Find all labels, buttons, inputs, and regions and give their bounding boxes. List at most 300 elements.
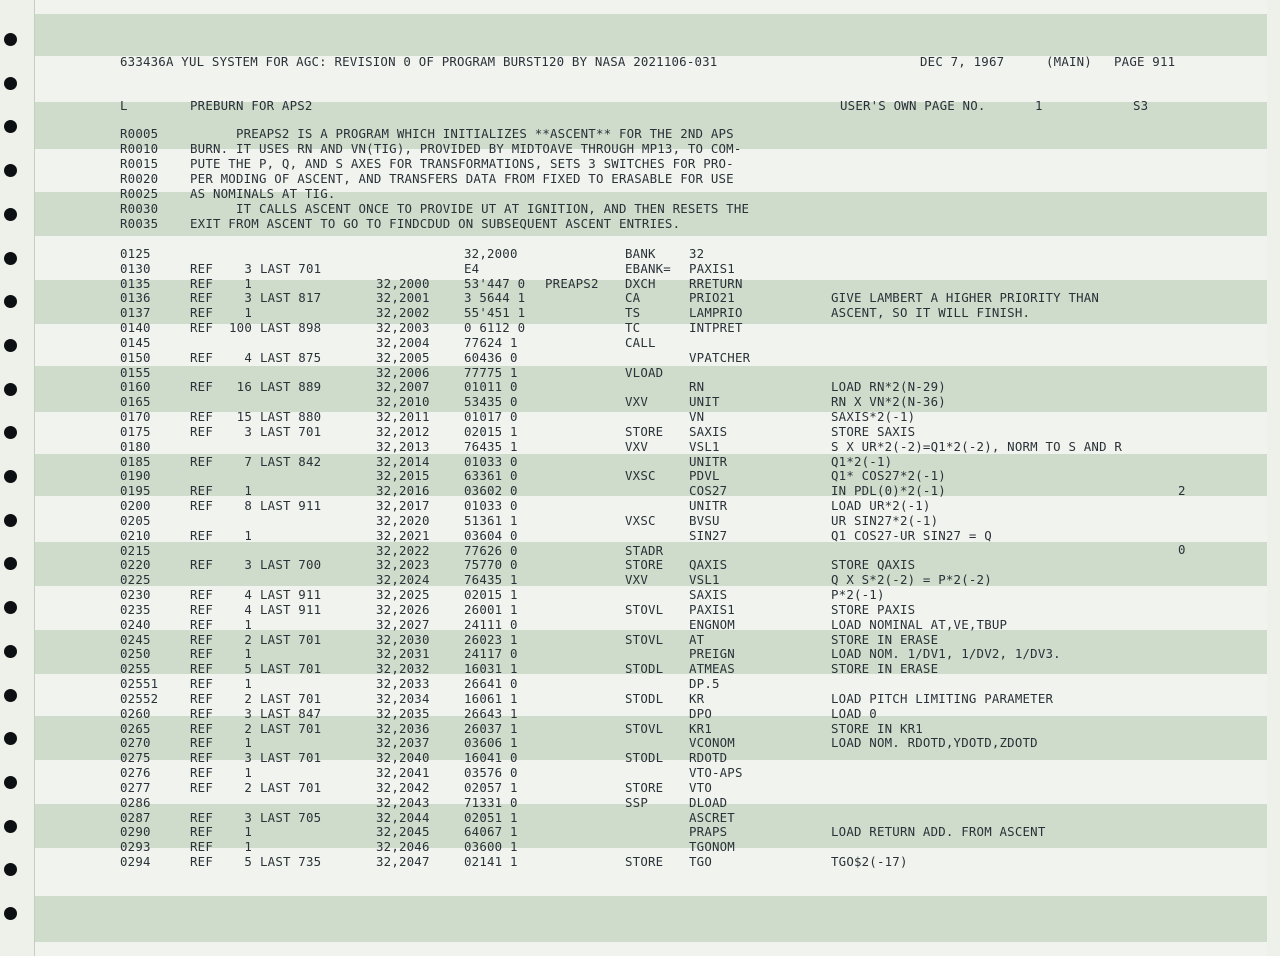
sprocket-hole bbox=[4, 907, 17, 920]
ref-count: 4 bbox=[244, 601, 252, 617]
ref-count: 3 bbox=[244, 750, 252, 766]
ref-count: 1 bbox=[244, 676, 252, 692]
sprocket-hole bbox=[4, 732, 17, 745]
object-word: 16031 1 bbox=[464, 661, 518, 677]
comment: LOAD 0 bbox=[831, 705, 877, 721]
opcode: STORE bbox=[625, 779, 664, 795]
address-field: UNITR bbox=[689, 498, 728, 514]
location: 32,2033 bbox=[376, 676, 430, 692]
object-word: 03604 0 bbox=[464, 527, 518, 543]
location: 32,2013 bbox=[376, 438, 430, 454]
line-number: 0137 bbox=[120, 305, 151, 321]
object-word: 24117 0 bbox=[464, 646, 518, 662]
line-number: 0220 bbox=[120, 557, 151, 573]
remark-id: R0030 bbox=[120, 201, 159, 216]
address-field: SAXIS bbox=[689, 587, 728, 603]
object-word: 0 6112 0 bbox=[464, 320, 526, 336]
line-number: 0265 bbox=[120, 720, 151, 736]
location: 32,2015 bbox=[376, 468, 430, 484]
symbol-label: PREAPS2 bbox=[545, 275, 599, 291]
code-row bbox=[34, 365, 1266, 380]
last-ref: LAST 847 bbox=[260, 705, 322, 721]
comment: IN PDL(0)*2(-1) bbox=[831, 483, 946, 499]
code-row bbox=[34, 750, 1266, 765]
ref-count: 1 bbox=[244, 305, 252, 321]
location: 32,2047 bbox=[376, 854, 430, 870]
ref-count: 1 bbox=[244, 616, 252, 632]
location: 32,2017 bbox=[376, 498, 430, 514]
opcode: VXSC bbox=[625, 512, 656, 528]
ref-flag: REF bbox=[190, 765, 213, 781]
sprocket-hole bbox=[4, 383, 17, 396]
line-number: 0260 bbox=[120, 705, 151, 721]
location: 32,2036 bbox=[376, 720, 430, 736]
location: 32,2026 bbox=[376, 601, 430, 617]
location: 32,2021 bbox=[376, 527, 430, 543]
code-row bbox=[34, 290, 1266, 305]
ref-count: 1 bbox=[244, 483, 252, 499]
ref-flag: REF bbox=[190, 690, 213, 706]
object-word: 26037 1 bbox=[464, 720, 518, 736]
code-row bbox=[34, 394, 1266, 409]
remark-text: PREAPS2 IS A PROGRAM WHICH INITIALIZES **ASCENT** FOR THE 2ND APS bbox=[190, 126, 734, 141]
opcode: CA bbox=[625, 290, 641, 306]
ref-count: 100 bbox=[229, 320, 252, 336]
line-number: 0230 bbox=[120, 587, 151, 603]
address-field: RN bbox=[689, 379, 705, 395]
code-row bbox=[34, 261, 1266, 276]
object-word: 26023 1 bbox=[464, 631, 518, 647]
opcode: STADR bbox=[625, 542, 664, 558]
comment: STORE SAXIS bbox=[831, 423, 916, 439]
remark-id: R0035 bbox=[120, 216, 159, 231]
line-number: 0145 bbox=[120, 334, 151, 350]
address-field: 32 bbox=[689, 246, 705, 261]
ref-flag: REF bbox=[190, 305, 213, 321]
ref-flag: REF bbox=[190, 349, 213, 365]
page-number: PAGE 911 bbox=[1114, 54, 1176, 69]
comment: LOAD PITCH LIMITING PARAMETER bbox=[831, 690, 1054, 706]
line-number: 0210 bbox=[120, 527, 151, 543]
address-field: ATMEAS bbox=[689, 661, 735, 677]
line-number: 0155 bbox=[120, 364, 151, 380]
ref-flag: REF bbox=[190, 498, 213, 514]
code-row bbox=[34, 276, 1266, 291]
line-number: 0195 bbox=[120, 483, 151, 499]
code-row bbox=[34, 424, 1266, 439]
ref-count: 2 bbox=[244, 631, 252, 647]
location: 32,2000 bbox=[376, 275, 430, 291]
location: 32,2002 bbox=[376, 305, 430, 321]
code-row bbox=[34, 691, 1266, 706]
ref-count: 1 bbox=[244, 735, 252, 751]
object-word: 01033 0 bbox=[464, 498, 518, 514]
ref-flag: REF bbox=[190, 676, 213, 692]
remark-text: AS NOMINALS AT TIG. bbox=[190, 186, 336, 201]
code-row bbox=[34, 780, 1266, 795]
remark-id: R0020 bbox=[120, 171, 159, 186]
line-number: 0190 bbox=[120, 468, 151, 484]
opcode: TS bbox=[625, 305, 641, 321]
comment: LOAD NOMINAL AT,VE,TBUP bbox=[831, 616, 1008, 632]
sprocket-hole bbox=[4, 164, 17, 177]
object-word: 16061 1 bbox=[464, 690, 518, 706]
line-number: 0250 bbox=[120, 646, 151, 662]
opcode: VXV bbox=[625, 572, 648, 588]
object-word: E4 bbox=[464, 260, 480, 276]
location: 32,2016 bbox=[376, 483, 430, 499]
line-number: 0175 bbox=[120, 423, 151, 439]
remark-id: R0015 bbox=[120, 156, 159, 171]
ref-count: 5 bbox=[244, 854, 252, 870]
comment: S X UR*2(-2)=Q1*2(-2), NORM TO S AND R bbox=[831, 438, 1123, 454]
line-number: 0277 bbox=[120, 779, 151, 795]
ref-flag: REF bbox=[190, 616, 213, 632]
comment: LOAD NOM. RDOTD,YDOTD,ZDOTD bbox=[831, 735, 1038, 751]
location: 32,2010 bbox=[376, 394, 430, 410]
last-ref: LAST 705 bbox=[260, 809, 322, 825]
code-row bbox=[34, 824, 1266, 839]
sprocket-hole bbox=[4, 339, 17, 352]
code-row bbox=[34, 379, 1266, 394]
object-word: 02141 1 bbox=[464, 854, 518, 870]
last-ref: LAST 701 bbox=[260, 720, 322, 736]
location: 32,2044 bbox=[376, 809, 430, 825]
location: 32,2012 bbox=[376, 423, 430, 439]
page-date: DEC 7, 1967 bbox=[920, 54, 1005, 69]
comment: LOAD RETURN ADD. FROM ASCENT bbox=[831, 824, 1046, 840]
code-row bbox=[34, 602, 1266, 617]
code-row bbox=[34, 528, 1266, 543]
comment: STORE IN ERASE bbox=[831, 631, 939, 647]
code-row bbox=[34, 706, 1266, 721]
last-ref: LAST 911 bbox=[260, 587, 322, 603]
sheet-code: S3 bbox=[1133, 98, 1149, 113]
ref-count: 3 bbox=[244, 557, 252, 573]
object-word: 64067 1 bbox=[464, 824, 518, 840]
ref-flag: REF bbox=[190, 275, 213, 291]
line-number: 0293 bbox=[120, 839, 151, 855]
sprocket-hole bbox=[4, 470, 17, 483]
sprocket-hole bbox=[4, 557, 17, 570]
location: 32,2037 bbox=[376, 735, 430, 751]
last-ref: LAST 889 bbox=[260, 379, 322, 395]
remark-id: R0010 bbox=[120, 141, 159, 156]
address-field: COS27 bbox=[689, 483, 728, 499]
comment: P*2(-1) bbox=[831, 587, 885, 603]
sprocket-hole bbox=[4, 645, 17, 658]
code-row bbox=[34, 721, 1266, 736]
ref-count: 1 bbox=[244, 527, 252, 543]
line-number: 0130 bbox=[120, 260, 151, 276]
location: 32,2022 bbox=[376, 542, 430, 558]
code-row bbox=[34, 617, 1266, 632]
code-row bbox=[34, 513, 1266, 528]
assembly-listing bbox=[34, 0, 1266, 956]
ref-count: 4 bbox=[244, 587, 252, 603]
last-ref: LAST 700 bbox=[260, 557, 322, 573]
location: 32,2024 bbox=[376, 572, 430, 588]
address-field: UNIT bbox=[689, 394, 720, 410]
object-word: 01017 0 bbox=[464, 409, 518, 425]
ref-flag: REF bbox=[190, 750, 213, 766]
ref-count: 3 bbox=[244, 290, 252, 306]
location: 32,2014 bbox=[376, 453, 430, 469]
line-number: 0255 bbox=[120, 661, 151, 677]
object-word: 60436 0 bbox=[464, 349, 518, 365]
comment: Q1 COS27-UR SIN27 = Q bbox=[831, 527, 992, 543]
comment: STORE QAXIS bbox=[831, 557, 916, 573]
opcode: STODL bbox=[625, 661, 664, 677]
code-row bbox=[34, 454, 1266, 469]
opcode: TC bbox=[625, 320, 641, 336]
line-number: 0225 bbox=[120, 572, 151, 588]
ref-flag: REF bbox=[190, 779, 213, 795]
comment: LOAD UR*2(-1) bbox=[831, 498, 931, 514]
address-field: TGONOM bbox=[689, 839, 735, 855]
object-word: 3 5644 1 bbox=[464, 290, 526, 306]
code-row bbox=[34, 839, 1266, 854]
ref-count: 8 bbox=[244, 498, 252, 514]
line-number: 0160 bbox=[120, 379, 151, 395]
ref-count: 15 bbox=[236, 409, 252, 425]
ref-count: 1 bbox=[244, 839, 252, 855]
object-word: 26643 1 bbox=[464, 705, 518, 721]
last-ref: LAST 735 bbox=[260, 854, 322, 870]
comment: ASCENT, SO IT WILL FINISH. bbox=[831, 305, 1031, 321]
last-ref: LAST 701 bbox=[260, 631, 322, 647]
object-word: 76435 1 bbox=[464, 438, 518, 454]
object-word: 24111 0 bbox=[464, 616, 518, 632]
location: 32,2045 bbox=[376, 824, 430, 840]
line-number: 0215 bbox=[120, 542, 151, 558]
opcode: VXSC bbox=[625, 468, 656, 484]
address-field: PDVL bbox=[689, 468, 720, 484]
log-code: L bbox=[120, 98, 128, 113]
code-row bbox=[34, 543, 1266, 558]
ref-flag: REF bbox=[190, 423, 213, 439]
ref-flag: REF bbox=[190, 483, 213, 499]
sprocket-hole bbox=[4, 252, 17, 265]
location: 32,2043 bbox=[376, 794, 430, 810]
remark-text: PUTE THE P, Q, AND S AXES FOR TRANSFORMATIONS, SETS 3 SWITCHES FOR PRO- bbox=[190, 156, 734, 171]
line-number: 0185 bbox=[120, 453, 151, 469]
code-row bbox=[34, 795, 1266, 810]
sprocket-hole bbox=[4, 33, 17, 46]
ref-count: 1 bbox=[244, 275, 252, 291]
object-word: 77775 1 bbox=[464, 364, 518, 380]
comment: STORE IN KR1 bbox=[831, 720, 923, 736]
last-ref: LAST 911 bbox=[260, 498, 322, 514]
line-number: 0125 bbox=[120, 246, 151, 261]
location: 32,2035 bbox=[376, 705, 430, 721]
comment: Q1* COS27*2(-1) bbox=[831, 468, 946, 484]
code-row bbox=[34, 765, 1266, 780]
object-word: 51361 1 bbox=[464, 512, 518, 528]
code-row bbox=[34, 587, 1266, 602]
object-word: 02051 1 bbox=[464, 809, 518, 825]
ref-count: 2 bbox=[244, 779, 252, 795]
opcode: EBANK= bbox=[625, 260, 671, 276]
line-number: 0270 bbox=[120, 735, 151, 751]
object-word: 16041 0 bbox=[464, 750, 518, 766]
object-word: 76435 1 bbox=[464, 572, 518, 588]
last-ref: LAST 898 bbox=[260, 320, 322, 336]
ref-count: 5 bbox=[244, 661, 252, 677]
line-number: 0290 bbox=[120, 824, 151, 840]
address-field: LAMPRIO bbox=[689, 305, 743, 321]
comment: LOAD RN*2(N-29) bbox=[831, 379, 946, 395]
ref-count: 3 bbox=[244, 809, 252, 825]
page-banner: 633436A YUL SYSTEM FOR AGC: REVISION 0 OF PROGRAM BURST120 BY NASA 2021106-031 bbox=[120, 54, 718, 69]
address-field: PAXIS1 bbox=[689, 601, 735, 617]
sprocket-hole bbox=[4, 295, 17, 308]
ref-flag: REF bbox=[190, 854, 213, 870]
line-number: 0200 bbox=[120, 498, 151, 514]
location: 32,2006 bbox=[376, 364, 430, 380]
line-number: 0136 bbox=[120, 290, 151, 306]
address-field: AT bbox=[689, 631, 705, 647]
line-number: 0245 bbox=[120, 631, 151, 647]
object-word: 75770 0 bbox=[464, 557, 518, 573]
location: 32,2040 bbox=[376, 750, 430, 766]
comment: Q1*2(-1) bbox=[831, 453, 893, 469]
comment: UR SIN27*2(-1) bbox=[831, 512, 939, 528]
sprocket-hole bbox=[4, 601, 17, 614]
object-word: 63361 0 bbox=[464, 468, 518, 484]
object-word: 53'447 0 bbox=[464, 275, 526, 291]
code-row bbox=[34, 498, 1266, 513]
ref-count: 3 bbox=[244, 260, 252, 276]
location: 32,2005 bbox=[376, 349, 430, 365]
ref-flag: REF bbox=[190, 379, 213, 395]
address-field: VSL1 bbox=[689, 438, 720, 454]
sprocket-hole bbox=[4, 820, 17, 833]
opcode: STORE bbox=[625, 423, 664, 439]
code-row bbox=[34, 246, 1266, 261]
opcode: BANK bbox=[625, 246, 656, 261]
opcode: STORE bbox=[625, 557, 664, 573]
last-ref: LAST 701 bbox=[260, 423, 322, 439]
last-ref: LAST 701 bbox=[260, 690, 322, 706]
code-row bbox=[34, 632, 1266, 647]
sprocket-hole bbox=[4, 863, 17, 876]
object-word: 77624 1 bbox=[464, 334, 518, 350]
address-field: PRIO21 bbox=[689, 290, 735, 306]
address-field: TGO bbox=[689, 854, 712, 870]
address-field: UNITR bbox=[689, 453, 728, 469]
ref-count: 16 bbox=[236, 379, 252, 395]
location: 32,2003 bbox=[376, 320, 430, 336]
ref-flag: REF bbox=[190, 705, 213, 721]
opcode: STOVL bbox=[625, 720, 664, 736]
code-row bbox=[34, 483, 1266, 498]
address-field: QAXIS bbox=[689, 557, 728, 573]
ref-flag: REF bbox=[190, 260, 213, 276]
opcode: STOVL bbox=[625, 601, 664, 617]
location: 32,2031 bbox=[376, 646, 430, 662]
opcode: VLOAD bbox=[625, 364, 664, 380]
location: 32,2032 bbox=[376, 661, 430, 677]
code-row bbox=[34, 676, 1266, 691]
code-row bbox=[34, 409, 1266, 424]
ref-count: 2 bbox=[244, 690, 252, 706]
comment: STORE IN ERASE bbox=[831, 661, 939, 677]
object-word: 77626 0 bbox=[464, 542, 518, 558]
ref-flag: REF bbox=[190, 557, 213, 573]
ref-count: 1 bbox=[244, 765, 252, 781]
location: 32,2042 bbox=[376, 779, 430, 795]
ref-count: 7 bbox=[244, 453, 252, 469]
location: 32,2023 bbox=[376, 557, 430, 573]
address-field: VCONOM bbox=[689, 735, 735, 751]
line-number: 0205 bbox=[120, 512, 151, 528]
location: 32,2001 bbox=[376, 290, 430, 306]
location: 32,2025 bbox=[376, 587, 430, 603]
code-row bbox=[34, 735, 1266, 750]
address-field: VSL1 bbox=[689, 572, 720, 588]
line-number: 0286 bbox=[120, 794, 151, 810]
line-number: 0140 bbox=[120, 320, 151, 336]
last-ref: LAST 875 bbox=[260, 349, 322, 365]
sprocket-hole bbox=[4, 208, 17, 221]
page-section: (MAIN) bbox=[1046, 54, 1092, 69]
opcode: VXV bbox=[625, 438, 648, 454]
code-row bbox=[34, 305, 1266, 320]
opcode: CALL bbox=[625, 334, 656, 350]
margin-note: 2 bbox=[1178, 483, 1186, 498]
opcode: SSP bbox=[625, 794, 648, 810]
address-field: ASCRET bbox=[689, 809, 735, 825]
line-number: 0170 bbox=[120, 409, 151, 425]
code-row bbox=[34, 468, 1266, 483]
location: 32,2030 bbox=[376, 631, 430, 647]
opcode: VXV bbox=[625, 394, 648, 410]
ref-flag: REF bbox=[190, 631, 213, 647]
last-ref: LAST 701 bbox=[260, 260, 322, 276]
code-row bbox=[34, 320, 1266, 335]
sprocket-hole bbox=[4, 426, 17, 439]
object-word: 03606 1 bbox=[464, 735, 518, 751]
last-ref: LAST 701 bbox=[260, 750, 322, 766]
address-field: RRETURN bbox=[689, 275, 743, 291]
line-number: 0275 bbox=[120, 750, 151, 766]
sprocket-hole bbox=[4, 776, 17, 789]
object-word: 02015 1 bbox=[464, 587, 518, 603]
sprocket-hole bbox=[4, 120, 17, 133]
object-word: 01011 0 bbox=[464, 379, 518, 395]
ref-flag: REF bbox=[190, 290, 213, 306]
code-row bbox=[34, 557, 1266, 572]
location: 32,2011 bbox=[376, 409, 430, 425]
object-word: 01033 0 bbox=[464, 453, 518, 469]
line-number: 0287 bbox=[120, 809, 151, 825]
last-ref: LAST 880 bbox=[260, 409, 322, 425]
remark-text: IT CALLS ASCENT ONCE TO PROVIDE UT AT IGNITION, AND THEN RESETS THE bbox=[190, 201, 750, 216]
ref-flag: REF bbox=[190, 809, 213, 825]
address-field: PAXIS1 bbox=[689, 260, 735, 276]
code-row bbox=[34, 646, 1266, 661]
ref-count: 3 bbox=[244, 705, 252, 721]
remark-text: EXIT FROM ASCENT TO GO TO FINDCDUD ON SUBSEQUENT ASCENT ENTRIES. bbox=[190, 216, 681, 231]
line-number: 0276 bbox=[120, 765, 151, 781]
line-number: 0294 bbox=[120, 854, 151, 870]
address-field: RDOTD bbox=[689, 750, 728, 766]
location: 32,2041 bbox=[376, 765, 430, 781]
ref-flag: REF bbox=[190, 839, 213, 855]
address-field: SAXIS bbox=[689, 423, 728, 439]
object-word: 02015 1 bbox=[464, 423, 518, 439]
